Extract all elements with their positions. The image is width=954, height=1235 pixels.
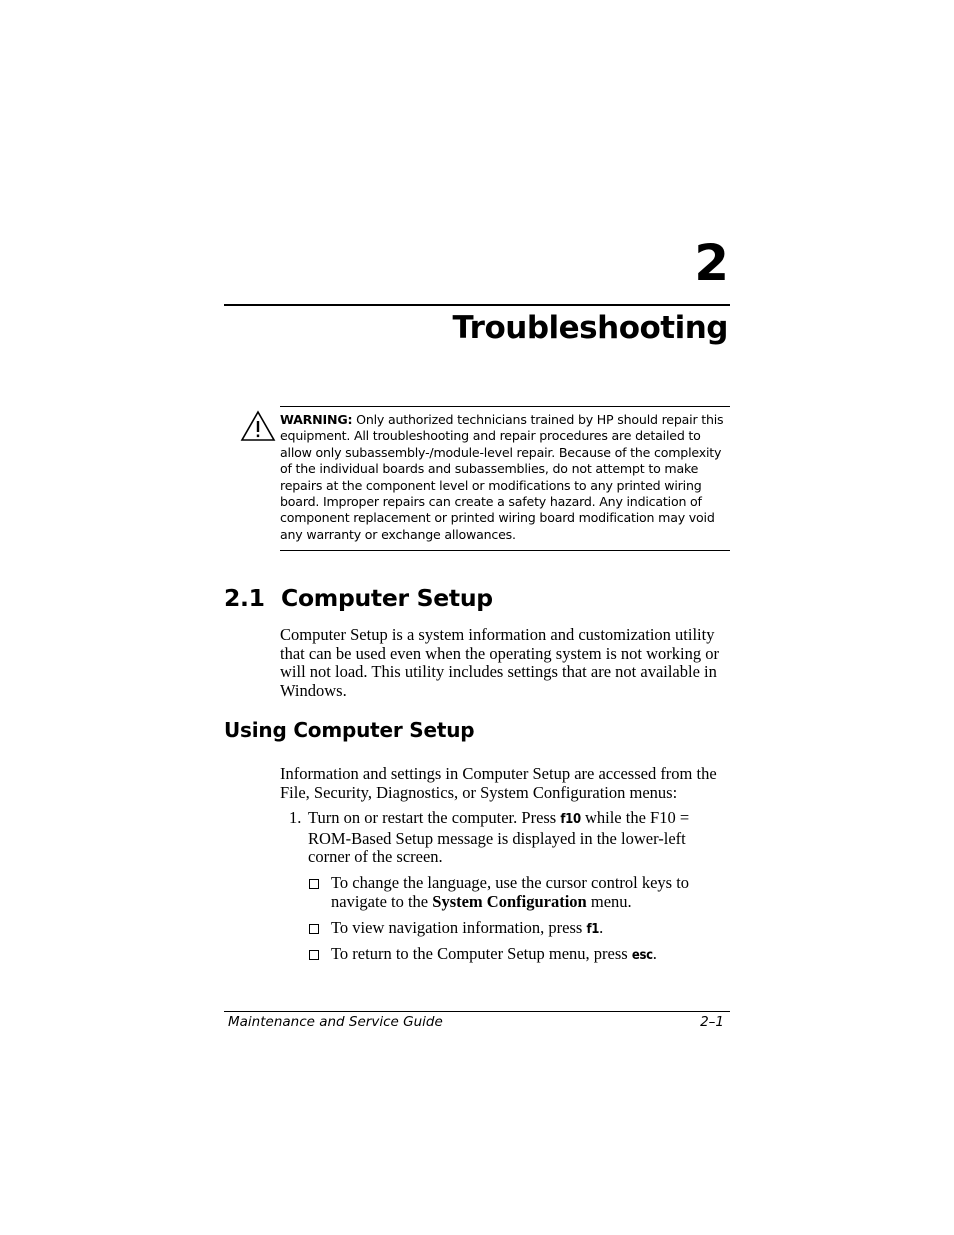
- bullet-text: [331, 874, 729, 911]
- step-text: [308, 809, 709, 867]
- warning-top-rule: [280, 406, 730, 407]
- key-f10: f10: [560, 812, 581, 827]
- subsection-title: Using Computer Setup: [224, 718, 475, 742]
- warning-label: WARNING:: [280, 412, 353, 427]
- section-intro: Computer Setup is a system information and customization utility that can be used even when the operating system is not working or will not load. This utility includes settings that are not available in Windows.: [280, 625, 719, 701]
- warning-text: [280, 412, 730, 543]
- section-heading: [224, 584, 493, 612]
- warning-bottom-rule: [280, 550, 730, 551]
- warning-body: Only authorized technicians trained by HP should repair this equipment. All troubleshooting and repair procedures are detailed to allow only subassembly-/module-level repair. Because of the complexity of the individual boards and subassemblies, do not attempt to make repairs at the component level or modifications to any printed wiring board. Improper repairs can create a safety hazard. Any indication of component replacement or printed wiring board modification may void any warranty or exchange allowances.: [280, 412, 724, 542]
- section-number: 2.1: [224, 584, 265, 612]
- step-text-a: Turn on or restart the computer. Press: [308, 808, 561, 827]
- bullet-2-text-a: To view navigation information, press: [331, 918, 587, 937]
- bullet-text: [331, 945, 729, 966]
- footer-title: Maintenance and Service Guide: [228, 1014, 443, 1030]
- key-esc: esc: [631, 948, 653, 963]
- chapter-number: 2: [694, 234, 728, 292]
- page-number: 2–1: [700, 1014, 724, 1030]
- bullet-2-text-b: .: [599, 918, 604, 937]
- checkbox-bullet-icon: [309, 950, 319, 960]
- step-number: 1.: [289, 808, 302, 827]
- subsection-intro: Information and settings in Computer Setup are accessed from the File, Security, Diagnostics, or System Configuration menus:: [280, 764, 717, 802]
- list-item: [309, 874, 729, 911]
- chapter-divider: [224, 304, 730, 306]
- step-text-b: while the F10 = ROM-Based Setup message is displayed in the lower-left corner of the screen.: [308, 808, 690, 867]
- step-1: [289, 809, 709, 867]
- list-item: [309, 945, 729, 966]
- bullet-1-text-b: menu.: [586, 891, 632, 911]
- warning-triangle-icon: [240, 410, 276, 442]
- bullet-1-text-a: To change the language, use the cursor control keys to navigate to the: [331, 873, 690, 911]
- checkbox-bullet-icon: [309, 924, 319, 934]
- section-title: Computer Setup: [281, 584, 493, 612]
- bullet-3-text-a: To return to the Computer Setup menu, press: [331, 944, 632, 963]
- checkbox-bullet-icon: [309, 879, 319, 889]
- footer-rule: [224, 1011, 730, 1012]
- bullet-3-text-b: .: [652, 944, 657, 963]
- list-item: [309, 919, 729, 940]
- bullet-text: [331, 919, 729, 940]
- key-f1: f1: [586, 922, 600, 937]
- system-configuration-menu-name: System Configuration: [432, 891, 587, 911]
- chapter-title: Troubleshooting: [452, 310, 728, 346]
